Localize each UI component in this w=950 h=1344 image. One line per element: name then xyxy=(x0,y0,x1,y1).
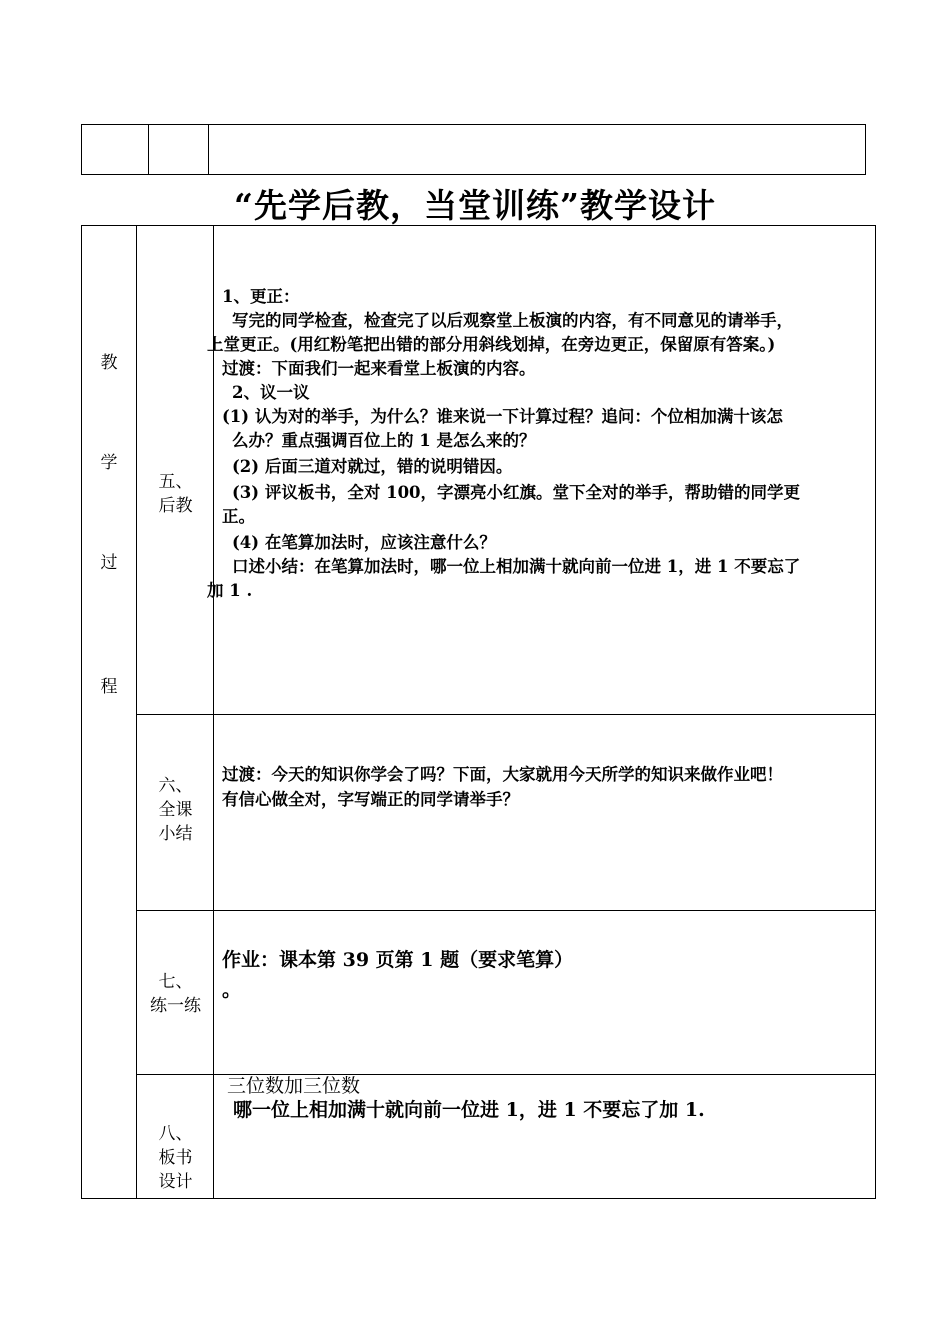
side-label-char: 教 xyxy=(100,353,118,373)
side-label-char: 学 xyxy=(100,453,118,473)
row-divider xyxy=(136,714,876,715)
header-table-divider xyxy=(148,125,149,174)
lesson-process-table: 教 学 过 程 五、 后教 1、更正： 写完的同学检查，检查完了以后观察堂上板演的内容，有不同意见的请举手， 上堂更正。(用红粉笔把出错的部分用斜线划掉，在旁边更正，保留原有答案。) 过渡：下面我们一起来看堂上板演的内容。 2、议一议 (1) 认为对的举手，为什么？谁来说一下计算过程？追问：个位相加满十该怎 么办？重点强调百位上的 1 是怎么来的？ (2) 后面三道对就过，错的说明错因。 (3) 评议板书，全对 100，字漂亮小红旗。堂下全对的举手，帮助错的同学更 正。 (4) 在笔算加法时，应该注意什么？ 口述小结：在笔算加法时，哪一位上相加满十就向前一位进 1，进 1 不要忘了 加 1 . 六、 全课 小结 过渡：今天的知识你学会了吗？下面，大家就用今天所学的知识来做作业吧！ 有信心做全对，字写端正的同学请举手？ 七、 练一练 作业：课本第 39 页第 1 题（要求笔算） 。 八、 板书 设计 三位数加三位数 哪一位上相加满十就向前一位进 1，进 1 不要忘了加 1. xyxy=(81,225,876,1199)
document-title: “先学后教，当堂训练”教学设计 xyxy=(234,186,716,225)
section-label: 五、 后教 xyxy=(158,472,193,516)
header-table-divider xyxy=(208,125,209,174)
side-label-char: 程 xyxy=(100,677,118,697)
side-label-char: 过 xyxy=(100,553,118,573)
column-divider xyxy=(213,226,214,1198)
column-divider xyxy=(136,226,137,1198)
section-label: 六、 全课 小结 xyxy=(158,776,193,844)
header-table xyxy=(81,124,866,175)
section-label: 七、 练一练 xyxy=(150,972,201,1016)
section-label: 八、 板书 设计 xyxy=(158,1124,193,1192)
row-divider xyxy=(136,910,876,911)
